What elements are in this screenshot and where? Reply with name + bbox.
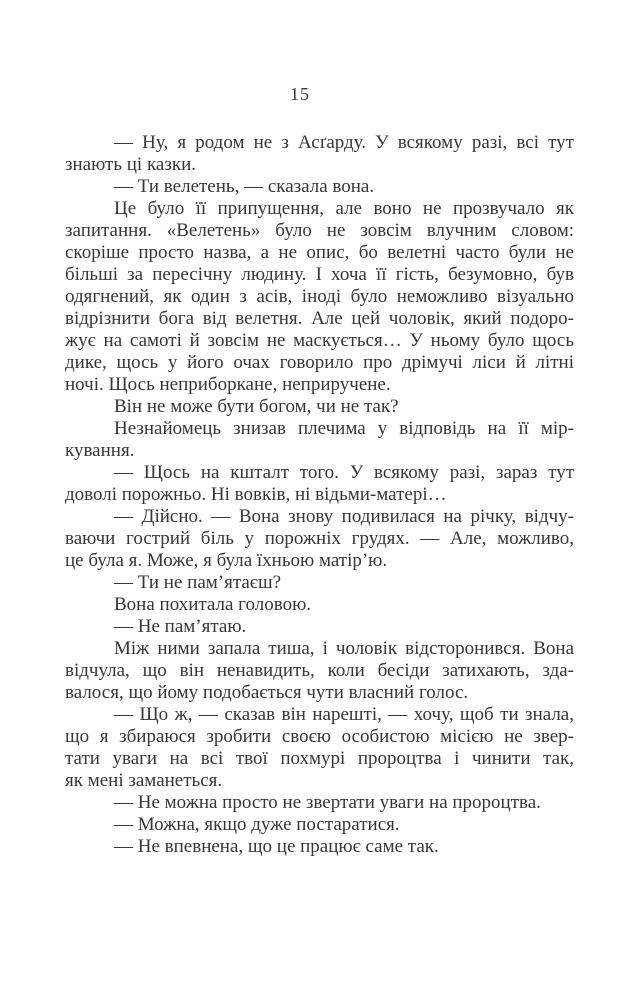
paragraph [65,462,574,506]
text-line: жує на самоті й зовсім не маскується… У ньому було щось [65,330,574,351]
paragraph [65,396,574,418]
text-line: це була я. Може, я була їхньою матір’ю. [65,550,388,571]
text-line: — Дійсно. — Вона знову подивилася на річку, відчу- [114,506,574,527]
text-line: — Не впевнена, що це працює саме так. [114,836,439,857]
text-line: — Щось на кшталт того. У всякому разі, зараз тут [114,462,574,483]
paragraph [65,176,574,198]
text-line: як мені заманеться. [65,770,223,791]
page-text [65,132,574,858]
text-line: — Не можна просто не звертати уваги на пророцтва. [114,792,541,813]
text-line: тати уваги на всі твої похмурі пророцтва і чинити так, [65,748,574,769]
text-line: доволі порожньо. Ні вовків, ні відьми-матері… [65,484,447,505]
text-line: одягнений, як один з асів, іноді було неможливо візуально [65,286,574,307]
text-line: ночі. Щось неприборкане, неприручене. [65,374,391,395]
text-line: відрізнити бога від велетня. Але цей чоловік, який подоро- [65,308,574,329]
paragraph [65,132,574,176]
paragraph [65,638,574,704]
text-line: запитання. «Велетень» було не зовсім влучним словом: [65,220,574,241]
paragraph [65,616,574,638]
paragraph [65,572,574,594]
paragraph [65,198,574,396]
paragraph [65,814,574,836]
text-line: скоріше просто назва, а не опис, бо велетні часто були не [65,242,574,263]
text-line: знають ці казки. [65,154,196,175]
text-line: Це було її припущення, але воно не прозвучало як [114,198,574,219]
paragraph [65,792,574,814]
paragraph [65,506,574,572]
text-line: ваючи гострий біль у порожніх грудях. — Але, можливо, [65,528,574,549]
text-line: — Не пам’ятаю. [114,616,247,637]
paragraph [65,836,574,858]
text-line: — Можна, якщо дуже постаратися. [114,814,400,835]
text-line: відчула, що він ненавидить, коли бесіди затихають, зда- [65,660,574,681]
text-line: Між ними запала тиша, і чоловік відсторонився. Вона [114,638,574,659]
page-number: 15 [290,84,310,104]
text-line: більші за пересічну людину. І хоча її гість, безумовно, був [65,264,574,285]
text-line: Незнайомець знизав плечима у відповідь на її мір- [114,418,574,439]
text-line: валося, що йому подобається чути власний голос. [65,682,469,703]
paragraph [65,594,574,616]
text-line: — Ти не пам’ятаєш? [114,572,282,593]
paragraph [65,704,574,792]
text-line: Вона похитала головою. [114,594,312,615]
text-line: — Ти велетень, — сказала вона. [114,176,375,197]
text-line: що я збираюся зробити своєю особистою місією не звер- [65,726,574,747]
text-line: дике, щось у його очах говорило про дрімучі ліси й літні [65,352,574,373]
text-line: кування. [65,440,135,461]
text-line: — Що ж, — сказав він нарешті, — хочу, щоб ти знала, [114,704,574,725]
text-line: Він не може бути богом, чи не так? [114,396,399,417]
text-line: — Ну, я родом не з Асґарду. У всякому разі, всі тут [114,132,574,153]
paragraph [65,418,574,462]
